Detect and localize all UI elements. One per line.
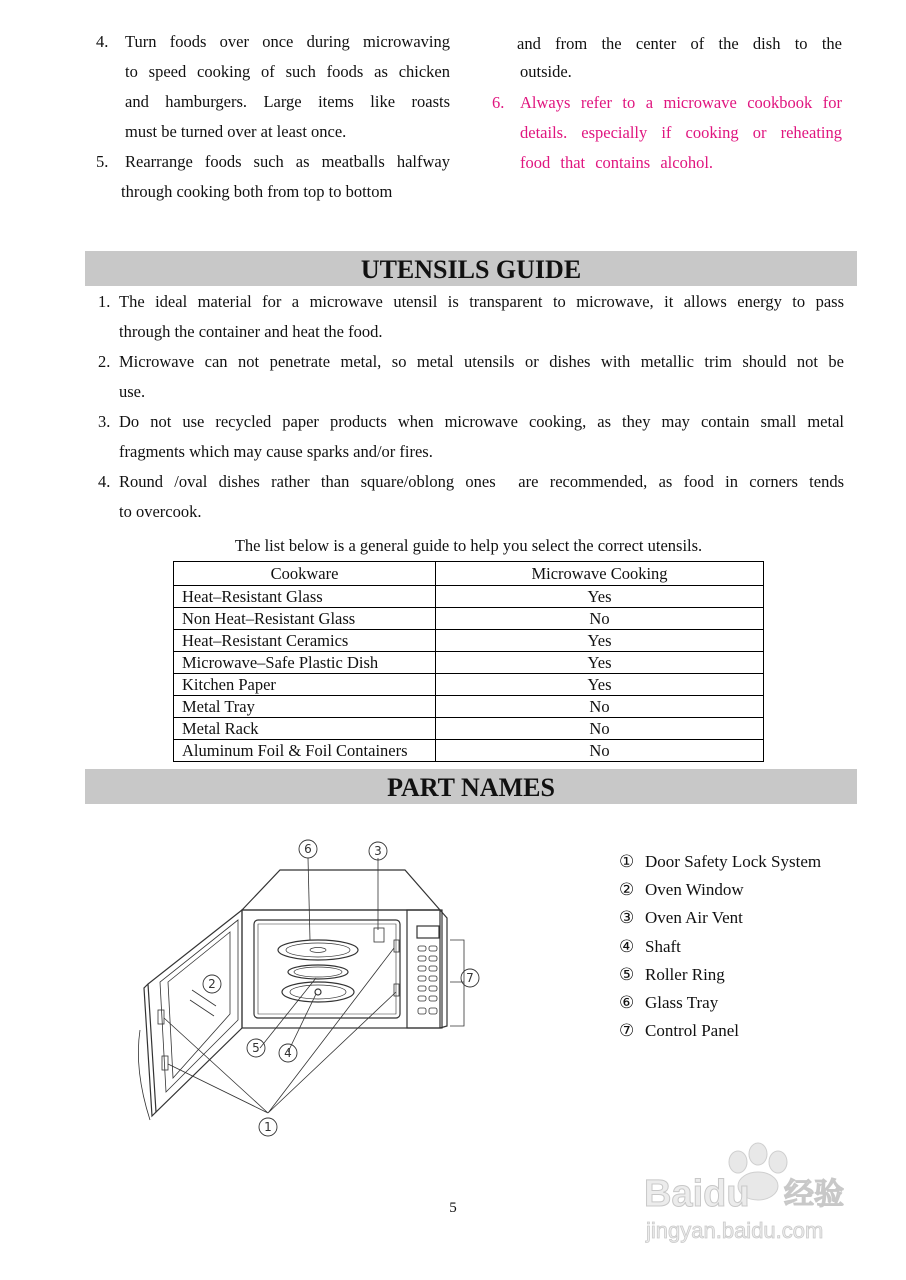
utensils-list [98,287,844,527]
page-number: 5 [449,1200,457,1216]
column-header: Microwave Cooking [436,562,764,586]
table-header-row [174,562,764,586]
watermark-brand: Baidu [644,1173,750,1215]
list-item: ③ Oven Air Vent [619,908,743,928]
table-row: Non Heat–Resistant Glass No [174,608,764,630]
oven-door-outline [148,910,242,1112]
table-row: Kitchen Paper Yes [174,674,764,696]
watermark-brand-cn: 经验 [784,1177,844,1212]
list-item: ② Oven Window [619,880,744,900]
part-names-heading: PART NAMES [85,769,857,804]
table-row: Heat–Resistant Glass Yes [174,586,764,608]
callout-label: 6 [304,842,312,856]
item-number: 5. [96,152,109,171]
utensils-guide-heading: UTENSILS GUIDE [85,251,857,286]
item-number: 1. [98,292,111,311]
item-number: 4. [98,472,111,491]
air-vent [374,928,384,942]
utensils-intro: The list below is a general guide to help you select the correct utensils. [234,536,703,555]
list-item: 3. Do not use recycled paper products when microwave cooking, as they may contain small metal fragments which may cause sparks and/or fires. [98,407,844,467]
callout-label: 2 [208,977,216,991]
list-item: 2. Microwave can not penetrate metal, so metal utensils or dishes with metallic trim should not be use. [98,347,844,407]
callout-label: 7 [466,971,474,985]
item-number: 4. [96,32,109,51]
list-item: ⑦ Control Panel [619,1021,739,1041]
microwave-diagram [120,830,500,1150]
list-item: 4. Round /oval dishes rather than square/oblong ones are recommended, as food in corners tends to overcook. [98,467,844,527]
part-names-list [619,848,821,1045]
callout-label: 5 [252,1041,260,1055]
oven-front-outline [242,910,442,1028]
cookware-table [173,561,764,762]
control-panel-outline [407,910,440,1028]
watermark-url: jingyan.baidu.com [646,1218,824,1243]
callout-label: 3 [374,844,382,858]
baidu-watermark [640,1140,860,1250]
callout-label: 4 [284,1046,292,1060]
list-item: 1. The ideal material for a microwave utensil is transparent to microwave, it allows energy to pass through the container and heat the food. [98,287,844,347]
table-row: Heat–Resistant Ceramics Yes [174,630,764,652]
item-number: 6. [492,93,505,112]
list-item: 4. Turn foods over once during microwaving to speed cooking of such foods as chicken and hamburgers. Large items like roasts must be turned over at least once. [96,27,450,147]
oven-top-outline [242,870,440,910]
list-item: 5. Rearrange foods such as meatballs halfway through cooking both from top to bottom [96,147,450,207]
table-row: Metal Rack No [174,718,764,740]
list-item: ④ Shaft [619,936,681,956]
left-column [96,27,450,207]
column-header: Cookware [174,562,436,586]
list-item: ⑥ Glass Tray [619,993,719,1013]
list-item: 6. Always refer to a microwave cookbook for details. especially if cooking or reheating food that contains alcohol. [492,88,842,178]
table-row: Aluminum Foil & Foil Containers No [174,740,764,762]
table-row: Metal Tray No [174,696,764,718]
item-number: 3. [98,412,111,431]
table-row: Microwave–Safe Plastic Dish Yes [174,652,764,674]
paw-logo-icon [640,1140,860,1250]
item-number: 2. [98,352,111,371]
list-item: ① Door Safety Lock System [619,852,822,871]
callout-label: 1 [264,1120,272,1134]
right-column: and from the center of the dish to the outside. 6. Always refer to a microwave cookbook for details. especially if cooking or reheating food that contains alcohol. [492,30,842,178]
list-item: ⑤ Roller Ring [619,964,725,984]
